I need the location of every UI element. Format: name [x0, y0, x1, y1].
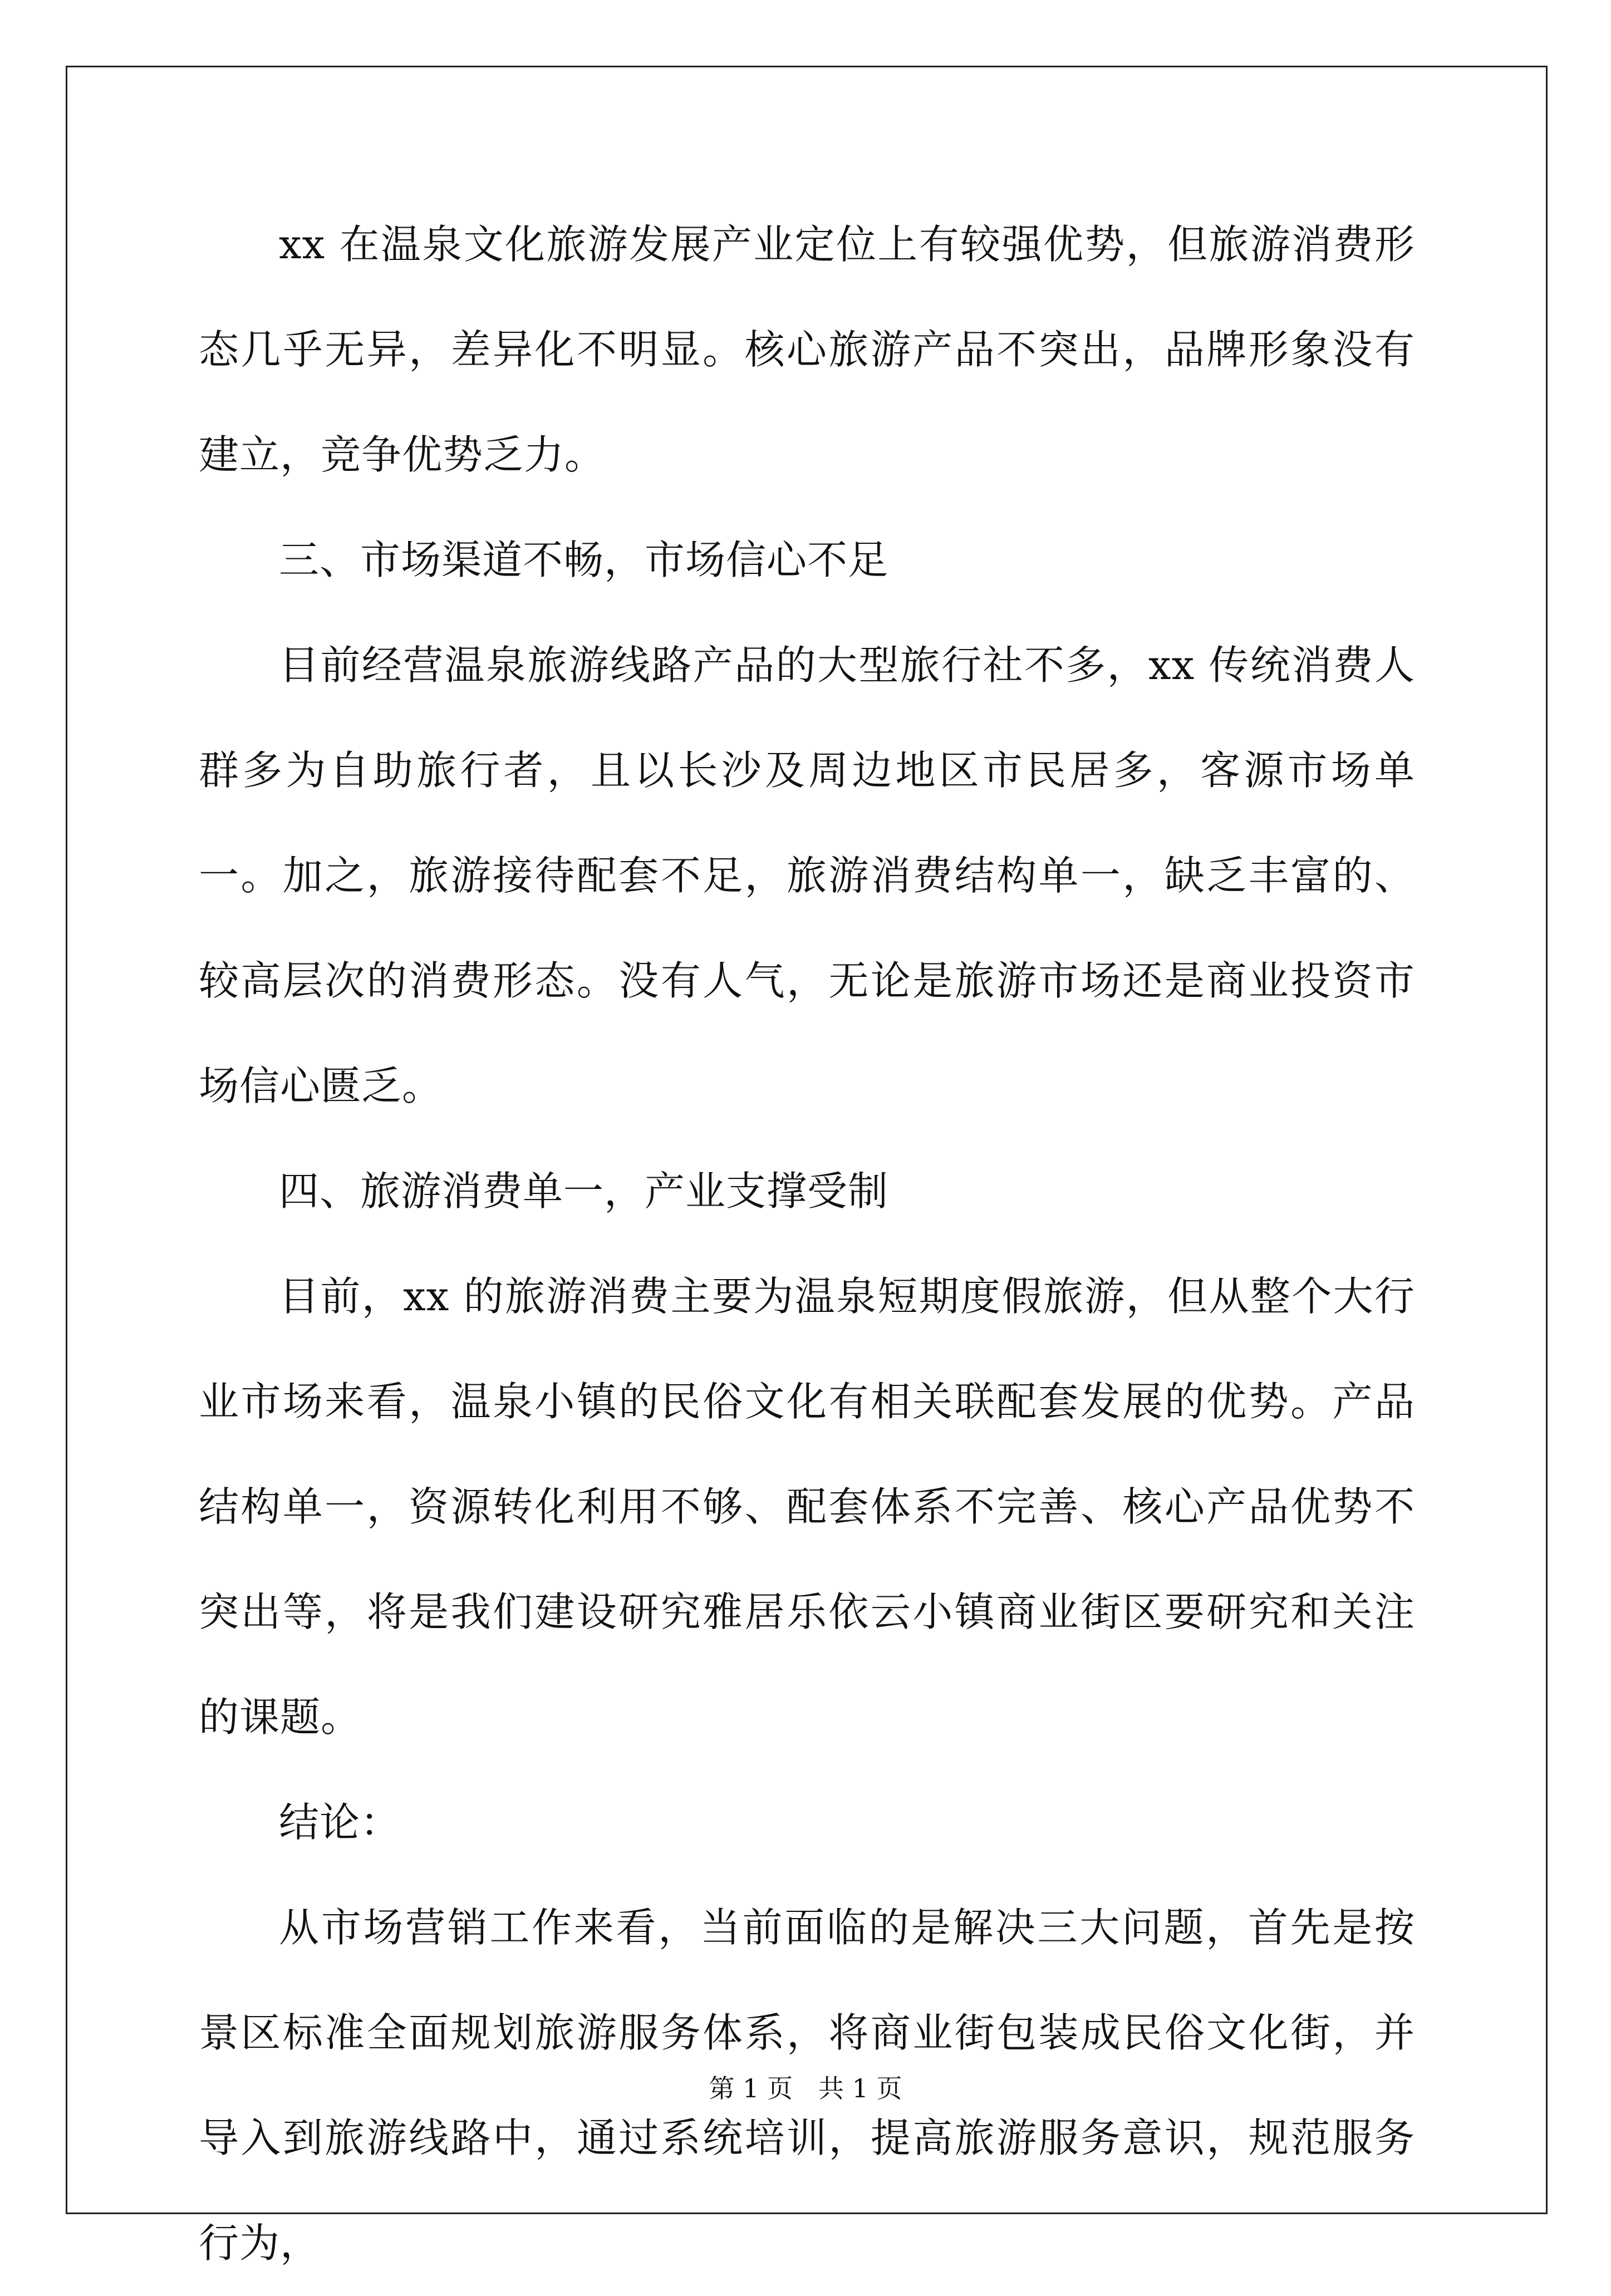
- paragraph-tourism-consumption: 目前，xx 的旅游消费主要为温泉短期度假旅游，但从整个大行业市场来看，温泉小镇的民俗文化有相关联配套发展的优势。产品结构单一，资源转化利用不够、配套体系不完善、核心产品优势不突出等，将是我们建设研究雅居乐依云小镇商业街区要研究和关注的课题。: [199, 1273, 1415, 1741]
- heading-section-three: 三、市场渠道不畅，市场信心不足: [279, 537, 889, 583]
- paragraph-market-channels: 目前经营温泉旅游线路产品的大型旅行社不多，xx 传统消费人群多为自助旅行者，且以长沙及周边地区市民居多，客源市场单一。加之，旅游接待配套不足，旅游消费结构单一，缺乏丰富的、较高层次的消费形态。没有人气，无论是旅游市场还是商业投资市场信心匮乏。: [199, 642, 1415, 1109]
- document-body: [199, 192, 1415, 2296]
- page-total: 共 1 页: [818, 2073, 902, 2103]
- paragraph-intro: xx 在温泉文化旅游发展产业定位上有较强优势，但旅游消费形态几乎无异，差异化不明显。核心旅游产品不突出，品牌形象没有建立，竞争优势乏力。: [199, 221, 1415, 478]
- heading-conclusion: 结论：: [279, 1799, 401, 1846]
- heading-section-four: 四、旅游消费单一，产业支撑受制: [279, 1168, 889, 1215]
- page-footer: [0, 2072, 1611, 2105]
- paragraph-conclusion: 从市场营销工作来看，当前面临的是解决三大问题，首先是按景区标准全面规划旅游服务体系，将商业街包装成民俗文化街，并导入到旅游线路中，通过系统培训，提高旅游服务意识，规范服务行为，: [199, 1904, 1415, 2266]
- page-number: 第 1 页: [709, 2073, 793, 2103]
